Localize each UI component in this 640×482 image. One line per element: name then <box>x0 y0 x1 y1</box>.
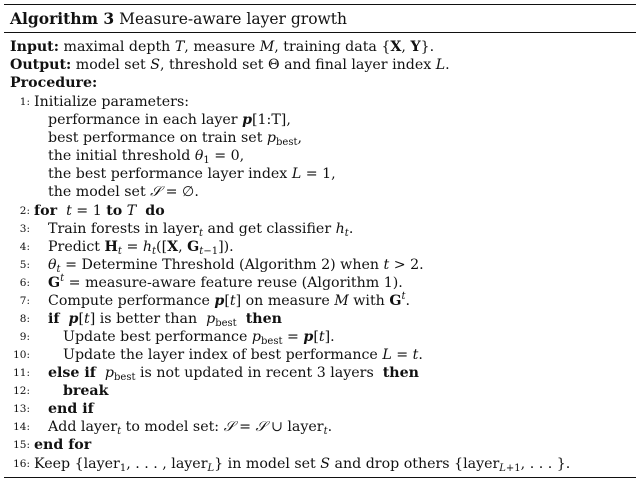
line-number: 12: <box>13 385 30 397</box>
line-number: 1: <box>19 96 30 108</box>
step-text: end for <box>34 437 92 453</box>
line-number: 16: <box>13 458 30 470</box>
step-text: Initialize parameters: <box>34 94 190 110</box>
algorithm-title: Measure-aware layer growth <box>119 10 347 28</box>
step-text: best performance on train set $p_{best}$, <box>48 130 303 148</box>
line-number: 15: <box>13 439 30 451</box>
step-text: Predict $H_t = h_t([X$, $G_{t-1}$]). <box>48 239 234 257</box>
step-text: Update best performance $p_{best} = p[t]$. <box>63 329 335 347</box>
step-text: the initial threshold $\theta_1 = 0$, <box>48 148 245 166</box>
line-number: 5: <box>19 259 30 271</box>
step-text: performance in each layer p[1:T], <box>48 112 291 128</box>
step-text: Keep {layer$_1$, . . . , layer$_L$} in model set S and drop others {layer$_{L+1}$, . . . }. <box>34 456 571 474</box>
procedure-label: Procedure: <box>10 75 98 91</box>
top-rule <box>4 4 636 5</box>
step-text: the model set 𝒮 = ∅. <box>48 184 199 200</box>
line-number: 6: <box>19 277 30 289</box>
algorithm-box <box>4 4 636 478</box>
step-text: the best performance layer index L = 1, <box>48 166 336 182</box>
step-text: else if $p_{best}$ is not updated in recent 3 layers then <box>48 365 419 383</box>
bottom-rule <box>4 477 636 478</box>
step-text: if p[t] is better than $p_{best}$ then <box>48 311 282 329</box>
line-number: 4: <box>19 241 30 253</box>
step-text: Add layer$_t$ to model set: 𝒮 = 𝒮 ∪ layer$_t$. <box>48 419 333 437</box>
step-text: Compute performance p[t] on measure M with $G^t$. <box>48 291 410 309</box>
line-number: 8: <box>19 313 30 325</box>
input-label: Input: <box>10 39 59 55</box>
step-text: end if <box>48 401 94 417</box>
step-text: $G^t$ = measure-aware feature reuse (Algorithm 1). <box>48 273 403 291</box>
caption-rule <box>4 32 636 33</box>
algorithm-caption <box>10 9 347 28</box>
line-number: 9: <box>19 331 30 343</box>
output-label: Output: <box>10 57 72 73</box>
line-number: 13: <box>13 403 30 415</box>
line-number: 11: <box>13 367 30 379</box>
step-text: $\theta_t$ = Determine Threshold (Algorithm 2) when t > 2. <box>48 257 424 275</box>
line-number: 3: <box>19 223 30 235</box>
line-number: 7: <box>19 295 30 307</box>
step-text: break <box>63 383 109 399</box>
step-text: for t = 1 to T do <box>34 203 165 219</box>
input-text: maximal depth T, measure M, training data {X, Y}. <box>63 39 435 55</box>
algorithm-label: Algorithm 3 <box>10 9 115 28</box>
step-text: Train forests in layer$_t$ and get classifier $h_t$. <box>48 221 354 239</box>
line-number: 14: <box>13 421 30 433</box>
line-number: 10: <box>13 349 30 361</box>
line-number: 2: <box>19 205 30 217</box>
output-text: model set S, threshold set Θ and final layer index L. <box>75 57 450 73</box>
step-text: Update the layer index of best performance L = t. <box>63 347 423 363</box>
